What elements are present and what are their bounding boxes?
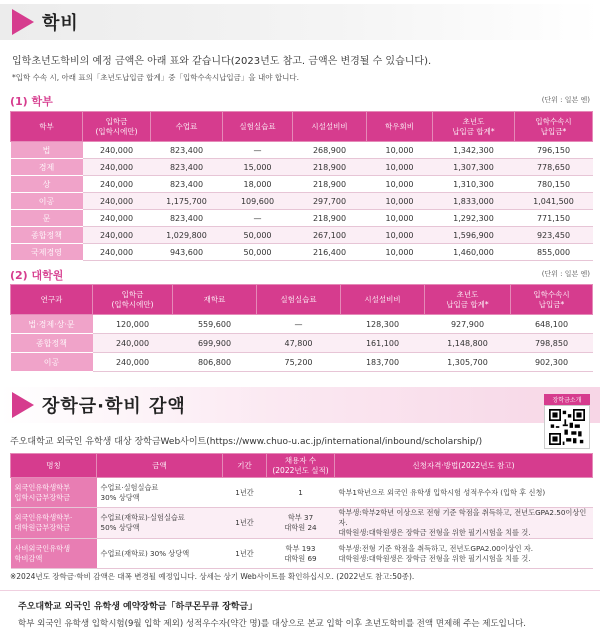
column-header: 실험실습료: [223, 112, 293, 142]
column-header: 학부: [11, 112, 83, 142]
table-cell: 1년간: [223, 478, 267, 508]
column-header: 입학금 (입학시에만): [93, 285, 173, 315]
table-cell: 1,041,500: [515, 193, 593, 210]
scholarship-footnote: ※2024년도 장학금·학비 감액은 대폭 변경될 예정입니다. 상세는 상기 Web사이트를 확인하십시오. (2022년도 참고:50종).: [10, 572, 415, 581]
table-cell: 240,000: [83, 159, 151, 176]
table-cell: 240,000: [83, 244, 151, 261]
row-label: 이공: [11, 353, 93, 372]
table-cell: —: [257, 315, 341, 334]
table-cell: 10,000: [367, 210, 433, 227]
table-cell: 학부생:전형 기준 학점을 취득하고, 전년도GPA2.00이상인 자. 대학원생:대학원생은 장학금 전형을 위한 필기시험을 치를 것.: [335, 539, 593, 569]
table-cell: 240,000: [93, 353, 173, 372]
table-cell: 559,600: [173, 315, 257, 334]
box-text: 학부 외국인 유학생 입학시험(9월 입학 제외) 성적우수자(약간 명)를 대상으로 본교 입학 이후 초년도학비를 전액 면제해 주는 제도입니다.: [18, 619, 527, 629]
qr-code-block[interactable]: [544, 394, 590, 449]
table-row: [11, 508, 593, 539]
table-cell: 1,833,000: [433, 193, 515, 210]
table-cell: 10,000: [367, 142, 433, 159]
column-header: 명칭: [11, 454, 97, 478]
table-cell: 778,650: [515, 159, 593, 176]
column-header: 입학수속시 납입금*: [515, 112, 593, 142]
row-label: 외국인유학생학부· 대학원급부장학금: [11, 508, 97, 539]
table-cell: 771,150: [515, 210, 593, 227]
table-cell: —: [223, 210, 293, 227]
table-cell: 1,305,700: [425, 353, 511, 372]
table-cell: 240,000: [83, 210, 151, 227]
table-cell: 1,292,300: [433, 210, 515, 227]
grad-tuition-table: [10, 284, 593, 372]
table-cell: 240,000: [83, 227, 151, 244]
intro-note: *입학 수속 시, 아래 표의「초년도납입금 합계」중「입학수속시납입금」을 내야 합니다.: [12, 73, 300, 82]
table-row: [11, 142, 593, 159]
table-cell: 50,000: [223, 244, 293, 261]
column-header: 기간: [223, 454, 267, 478]
table-cell: 216,400: [293, 244, 367, 261]
table-cell: 109,600: [223, 193, 293, 210]
unit-label: (단위 : 일본 엔): [541, 270, 590, 278]
reserved-scholarship-box: [0, 590, 600, 639]
table-cell: 학부 37 대학원 24: [267, 508, 335, 539]
table-row: [11, 478, 593, 508]
row-label: 종합정책: [11, 227, 83, 244]
table-row: [11, 193, 593, 210]
table-cell: 823,400: [151, 210, 223, 227]
table-cell: 75,200: [257, 353, 341, 372]
column-header: 입학수속시 납입금*: [511, 285, 593, 315]
table-cell: 798,850: [511, 334, 593, 353]
tuition-intro: [12, 52, 592, 83]
table-cell: 10,000: [367, 159, 433, 176]
table-row: [11, 227, 593, 244]
table-cell: 218,900: [293, 159, 367, 176]
table-cell: 297,700: [293, 193, 367, 210]
row-label: 외국인유학생학부 입학시급부장학금: [11, 478, 97, 508]
table-cell: 902,300: [511, 353, 593, 372]
table-cell: 240,000: [83, 176, 151, 193]
table-cell: 10,000: [367, 244, 433, 261]
triangle-icon: [12, 9, 34, 35]
section-title: 학비: [42, 13, 79, 34]
column-header: 실험실습료: [257, 285, 341, 315]
grad-subhead: [10, 267, 590, 281]
table-cell: 1,460,000: [433, 244, 515, 261]
table-cell: 796,150: [515, 142, 593, 159]
column-header: 연구과: [11, 285, 93, 315]
table-cell: 183,700: [341, 353, 425, 372]
table-cell: 1,175,700: [151, 193, 223, 210]
table-cell: 806,800: [173, 353, 257, 372]
column-header: 입학금 (입학시에만): [83, 112, 151, 142]
table-cell: 1,307,300: [433, 159, 515, 176]
column-header: 신청자격·방법(2022년도 참고): [335, 454, 593, 478]
qr-label: 장학금소개: [544, 394, 590, 405]
table-cell: 240,000: [83, 142, 151, 159]
table-cell: 648,100: [511, 315, 593, 334]
table-cell: 120,000: [93, 315, 173, 334]
table-cell: 1,342,300: [433, 142, 515, 159]
table-cell: 267,100: [293, 227, 367, 244]
column-header: 금액: [97, 454, 223, 478]
table-cell: —: [223, 142, 293, 159]
table-cell: 학부 193 대학원 69: [267, 539, 335, 569]
column-header: 수업료: [151, 112, 223, 142]
table-cell: 780,150: [515, 176, 593, 193]
table-cell: 823,400: [151, 142, 223, 159]
scholarship-table: [10, 453, 593, 569]
grad-label: (2) 대학원: [10, 269, 64, 282]
table-cell: 50,000: [223, 227, 293, 244]
row-label: 이공: [11, 193, 83, 210]
table-row: [11, 159, 593, 176]
table-cell: 943,600: [151, 244, 223, 261]
table-cell: 10,000: [367, 193, 433, 210]
table-cell: 15,000: [223, 159, 293, 176]
column-header: 시설설비비: [341, 285, 425, 315]
column-header: 채용자 수 (2022년도 실적): [267, 454, 335, 478]
table-cell: 218,900: [293, 210, 367, 227]
column-header: 시설설비비: [293, 112, 367, 142]
table-cell: 수업료·실험실습료 30% 상당액: [97, 478, 223, 508]
table-row: [11, 334, 593, 353]
table-row: [11, 315, 593, 334]
column-header: 학우회비: [367, 112, 433, 142]
table-cell: 240,000: [93, 334, 173, 353]
table-cell: 218,900: [293, 176, 367, 193]
table-cell: 923,450: [515, 227, 593, 244]
scholarship-intro: 주오대학교 외국인 유학생 대상 장학금Web사이트(https://www.chuo-u.ac.jp/international/inbound/scholarship/): [10, 437, 483, 447]
table-cell: 1년간: [223, 508, 267, 539]
table-cell: 128,300: [341, 315, 425, 334]
table-cell: 1: [267, 478, 335, 508]
qr-code-icon[interactable]: [544, 405, 590, 449]
column-header: 재학료: [173, 285, 257, 315]
row-label: 종합정책: [11, 334, 93, 353]
table-row: [11, 539, 593, 569]
table-cell: 학부생:학부2학년 이상으로 전형 기준 학점을 취득하고, 전년도GPA2.50이상인 자. 대학원생:대학원생은 장학금 전형을 위한 필기시험을 치를 것.: [335, 508, 593, 539]
row-label: 법·경제·상·문: [11, 315, 93, 334]
table-cell: 수업료(재학료) 30% 상당액: [97, 539, 223, 569]
row-label: 법: [11, 142, 83, 159]
column-header: 초년도 납입금 합계*: [433, 112, 515, 142]
section-header-tuition: [0, 4, 600, 40]
table-cell: 823,400: [151, 159, 223, 176]
table-cell: 927,900: [425, 315, 511, 334]
table-cell: 47,800: [257, 334, 341, 353]
table-cell: 1,029,800: [151, 227, 223, 244]
table-cell: 855,000: [515, 244, 593, 261]
box-title: 주오대학교 외국인 유학생 예약장학금「하쿠몬무큐 장학금」: [18, 602, 258, 612]
table-row: [11, 353, 593, 372]
undergrad-tuition-table: [10, 111, 593, 261]
unit-label: (단위 : 일본 엔): [541, 96, 590, 104]
row-label: 경제: [11, 159, 83, 176]
table-cell: 1,310,300: [433, 176, 515, 193]
table-cell: 1년간: [223, 539, 267, 569]
table-cell: 240,000: [83, 193, 151, 210]
undergrad-subhead: [10, 93, 590, 107]
table-cell: 학부1학년으로 외국인 유학생 입학시험 성적우수자 (입학 후 신청): [335, 478, 593, 508]
section-header-scholarship: [0, 387, 600, 423]
section-title: 장학금·학비 감액: [42, 396, 186, 417]
row-label: 문: [11, 210, 83, 227]
table-cell: 10,000: [367, 227, 433, 244]
table-row: [11, 176, 593, 193]
table-row: [11, 244, 593, 261]
table-cell: 699,900: [173, 334, 257, 353]
table-cell: 823,400: [151, 176, 223, 193]
column-header: 초년도 납입금 합계*: [425, 285, 511, 315]
row-label: 상: [11, 176, 83, 193]
table-row: [11, 210, 593, 227]
triangle-icon: [12, 392, 34, 418]
table-cell: 수업료(재학료)·실험실습료 50% 상당액: [97, 508, 223, 539]
table-cell: 10,000: [367, 176, 433, 193]
table-cell: 161,100: [341, 334, 425, 353]
table-cell: 1,596,900: [433, 227, 515, 244]
table-cell: 18,000: [223, 176, 293, 193]
row-label: 국제경영: [11, 244, 83, 261]
row-label: 사비외국인유학생 학비감액: [11, 539, 97, 569]
undergrad-label: (1) 학부: [10, 95, 53, 108]
table-cell: 268,900: [293, 142, 367, 159]
intro-text: 입학초년도학비의 예정 금액은 아래 표와 같습니다(2023년도 참고. 금액은 변경될 수 있습니다).: [12, 56, 432, 67]
table-cell: 1,148,800: [425, 334, 511, 353]
